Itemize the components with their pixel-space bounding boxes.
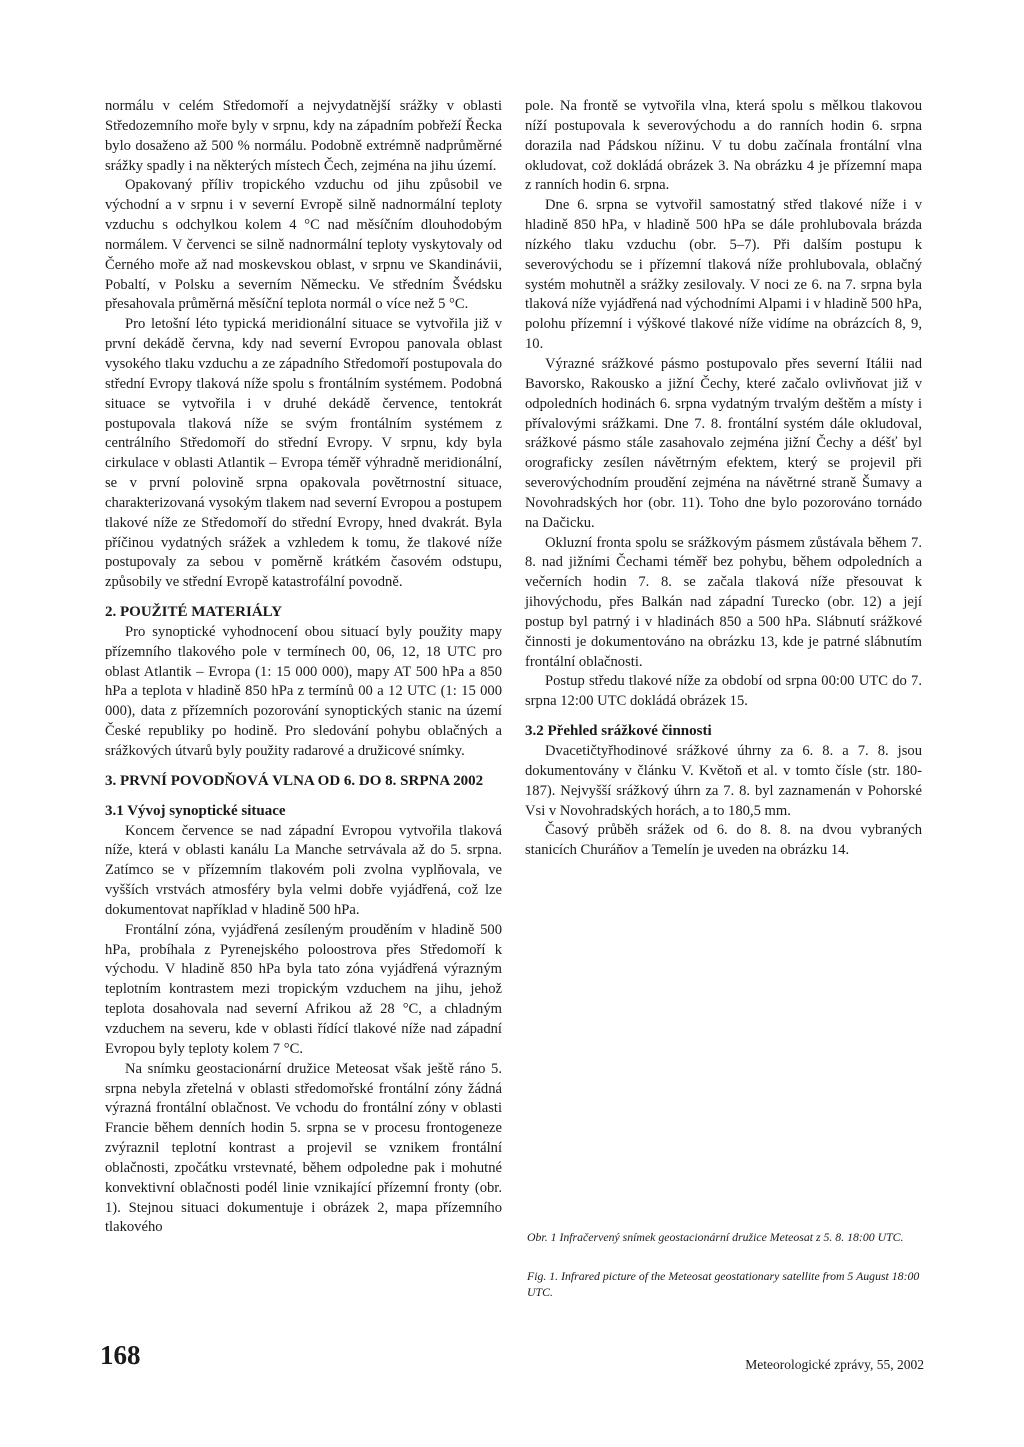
paragraph: Časový průběh srážek od 6. do 8. 8. na dvou vybraných stanicích Churáňov a Temelín je uveden na obrázku 14.: [525, 822, 922, 859]
journal-footer: Meteorologické zprávy, 55, 2002: [745, 1357, 924, 1372]
section-heading-first-flood-wave: 3. PRVNÍ POVODŇOVÁ VLNA OD 6. DO 8. SRPNA 2002: [105, 772, 484, 789]
page-number: 168: [100, 1340, 141, 1370]
paragraph: Koncem července se nad západní Evropou vytvořila tlaková níže, která v oblasti kanálu La Manche setrvávala až do 5. srpna. Zatímco se v přízemním tlakovém poli zvolna vyplňovala, ve vyšších vrstvách atmosféry byla velmi dobře vyjádřená, což lze dokumentovat například v hladině 500 hPa.: [105, 822, 502, 918]
paragraph: Frontální zóna, vyjádřená zesíleným prouděním v hladině 500 hPa, probíhala z Pyrenejského poloostrova přes Středomoří k východu. V hladině 850 hPa byla tato zóna vyjádřená výrazným teplotním kontrastem mezi tropickým vzduchem na jihu, jehož teplota dosahovala nad severní Afrikou až 28 °C, a chladným vzduchem na severu, kde v oblasti řídící tlakové níže nad západní Evropou byly teploty kolem 7 °C.: [105, 921, 502, 1057]
paragraph: Opakovaný příliv tropického vzduchu od jihu způsobil ve východní a v srpnu i v severní Evropě silně nadnormální teploty vzduchu s odchylkou kolem 4 °C nad měsíčním dlouhodobým normálem. V červenci se silně nadnormální teploty vyskytovaly od Černého moře až nad moskevskou oblast, v srpnu ve Skandinávii, Pobaltí, v Polsku a severním Německu. Ve středním Švédsku přesahovala průměrná měsíční teplota normál o více než 5 °C.: [105, 177, 502, 313]
figure-caption-english: Fig. 1. Infrared picture of the Meteosat geostationary satellite from 5 August 18:00 UTC.: [527, 1269, 920, 1299]
paragraph: Výrazné srážkové pásmo postupovalo přes severní Itálii nad Bavorsko, Rakousko a jižní Čechy, které začalo ovlivňovat již v odpoledních hodinách 6. srpna vydatným trvalým deštěm a místy i přívalovými srážkami. Dne 7. 8. frontální systém dále okludoval, srážkové pásmo stále zasahovalo zejména jižní Čechy a déšť byl orograficky zesílen návětrným efektem, který se projevil při severovýchodním proudění zejména na návětrné straně Šumavy a Novohradských hor (obr. 11). Toho dne bylo pozorováno tornádo na Dačicku.: [525, 355, 922, 531]
paragraph: pole. Na frontě se vytvořila vlna, která spolu s mělkou tlakovou níží postupovala k severovýchodu a do ranních hodin 6. srpna dorazila nad Pádskou nížinu. V tu dobu začínala frontální vlna okludovat, což dokládá obrázek 3. Na obrázku 4 je přízemní mapa z ranních hodin 6. srpna.: [525, 98, 922, 194]
paragraph: Pro letošní léto typická meridionální situace se vytvořila již v první dekádě června, kdy nad severní Evropou panovala oblast vysokého tlaku vzduchu a ze západního Středomoří postupovala do střední Evropy tlaková níže spolu s frontálním systémem. Podobná situace se vytvořila i v druhé dekádě července, tentokrát postupovala tlaková níže se svým frontálním systémem z centrálního Středomoří do střední Evropy. V srpnu, kdy byla cirkulace v oblasti Atlantik – Evropa téměř výhradně meridionální, se v první polovině srpna opakovala povětrnostní situace, charakterizovaná vysokým tlakem nad severní Evropou a postupem tlakové níže ze Středomoří do střední Evropy, hned dvakrát. Byla příčinou vydatných srážek a vzhledem k tomu, že tlakové níže postupovaly za sebou v poměrně krátkém časovém odstupu, způsobily ve střední Evropě katastrofální povodně.: [105, 316, 502, 591]
paragraph: Pro synoptické vyhodnocení obou situací byly použity mapy přízemního tlakového pole v termínech 00, 06, 12, 18 UTC pro oblast Atlantik – Evropa (1: 15 000 000), mapy AT 500 hPa a 850 hPa a teplota v hladině 850 hPa z termínů 00 a 12 UTC (1: 15 000 000), data z přízemních pozorování synoptických stanic na území České republiky po hodině. Pro sledování pohybu oblačných a srážkových útvarů byly použity radarové a družicové snímky.: [105, 623, 502, 759]
left-column: [105, 97, 502, 1238]
paragraph: Dvacetičtyřhodinové srážkové úhrny za 6. 8. a 7. 8. jsou dokumentovány v článku V. Květoň et al. v tomto čísle (str. 180-187). Nejvyšší srážkový úhrn za 7. 8. byl zaznamenán v Pohorské Vsi v Novohradských horách, a to 180,5 mm.: [525, 743, 922, 819]
paragraph: normálu v celém Středomoří a nejvydatnější srážky v oblasti Středozemního moře byly v srpnu, kdy na západním pobřeží Řecka bylo dosaženo až 500 % normálu. Podobně extrémně nadprůměrné srážky spadly i na některých místech Čech, zejména na jihu území.: [105, 98, 502, 174]
right-column: [525, 97, 922, 861]
section-heading-materials: 2. POUŽITÉ MATERIÁLY: [105, 604, 283, 621]
paragraph: Dne 6. srpna se vytvořil samostatný střed tlakové níže i v hladině 850 hPa, v hladině 500 hPa se dále prohlubovala brázda nízkého tlaku vzduchu (obr. 5–7). Při dalším postupu k severovýchodu se i přízemní tlaková níže prohlubovala, oblačný systém mohutněl a srážky zesilovaly. V noci ze 6. na 7. srpna byla tlaková níže vyjádřená nad východními Alpami i v hladině 500 hPa, polohu přízemní i výškové tlakové níže vidíme na obrázcích 8, 9, 10.: [525, 197, 922, 353]
subsection-heading-synoptic: 3.1 Vývoj synoptické situace: [105, 802, 286, 819]
subsection-heading-precipitation: 3.2 Přehled srážkové činnosti: [525, 723, 712, 740]
paragraph: Postup středu tlakové níže za období od srpna 00:00 UTC do 7. srpna 12:00 UTC dokládá obrázek 15.: [525, 673, 922, 710]
figure-caption-czech: Obr. 1 Infračervený snímek geostacionární družice Meteosat z 5. 8. 18:00 UTC.: [527, 1230, 904, 1244]
paragraph: Na snímku geostacionární družice Meteosat však ještě ráno 5. srpna nebyla zřetelná v oblasti středomořské frontální zóny žádná výrazná frontální oblačnost. Ve vchodu do frontální zóny v oblasti Francie během denních hodin 5. srpna se v procesu frontogeneze zvýraznil teplotní kontrast a projevil se vznikem frontální oblačnosti, zpočátku vrstevnaté, během odpoledne pak i mohutné konvektivní oblačnosti podél linie vznikající přízemní fronty (obr. 1). Stejnou situaci dokumentuje i obrázek 2, mapa přízemního tlakového: [105, 1060, 502, 1236]
paragraph: Okluzní fronta spolu se srážkovým pásmem zůstávala během 7. 8. nad jižními Čechami téměř bez pohybu, během odpoledních a večerních hodin 7. 8. se začala tlaková níže přesouvat k jihovýchodu, přes Balkán nad západní Turecko (obr. 12) a její postup byl patrný i v hladinách 850 a 500 hPa. Slábnutí srážkové činnosti je dokumentováno na obrázku 13, kde je patrné slábnutím frontální oblačnosti.: [525, 534, 922, 670]
